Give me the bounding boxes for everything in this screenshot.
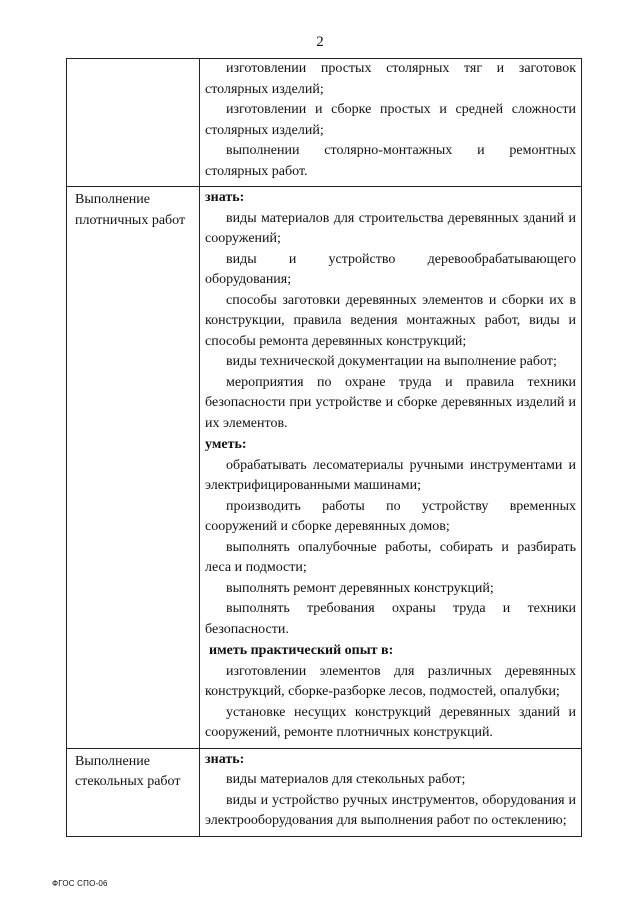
requirements-cell <box>200 59 582 187</box>
activity-cell <box>67 59 200 187</box>
section-heading-be-able: уметь: <box>205 437 247 452</box>
requirement-item: производить работы по устройству временных сооружений и сборке деревянных домов; <box>205 498 576 534</box>
activity-cell: Выполнение плотничных работ <box>67 187 200 749</box>
requirement-item: изготовлении простых столярных тяг и заготовок столярных изделий; <box>205 61 576 97</box>
section-heading-know: знать: <box>205 751 245 767</box>
document-footer: ФГОС СПО-06 <box>52 879 108 888</box>
requirement-item: мероприятия по охране труда и правила техники безопасности при устройстве и сборке деревянных изделий и их элементов. <box>205 374 576 431</box>
requirement-item: выполнении столярно-монтажных и ремонтных столярных работ. <box>205 143 576 179</box>
requirement-item: изготовлении и сборке простых и средней сложности столярных изделий; <box>205 102 576 138</box>
requirement-item: способы заготовки деревянных элементов и сборки их в конструкции, правила ведения монтажных работ, виды и способы ремонта деревянных конструкций; <box>205 292 576 349</box>
requirement-item: установке несущих конструкций деревянных зданий и сооружений, ремонте плотничных конструкций. <box>205 704 576 740</box>
competency-table <box>66 58 582 837</box>
activity-cell: Выполнение стекольных работ <box>67 748 200 836</box>
section-heading-experience: иметь практический опыт в: <box>209 643 394 658</box>
requirement-item: виды материалов для строительства деревянных зданий и сооружений; <box>205 210 576 246</box>
table-row <box>67 748 582 836</box>
requirement-item: обрабатывать лесоматериалы ручными инструментами и электрифицированными машинами; <box>205 457 576 493</box>
requirement-item: выполнять опалубочные работы, собирать и разбирать леса и подмости; <box>205 539 576 575</box>
requirement-item: виды и устройство ручных инструментов, оборудования и электрооборудования для выполнения работ по остеклению; <box>205 792 576 828</box>
requirement-item: виды материалов для стекольных работ; <box>226 772 466 787</box>
page-number: 2 <box>316 34 324 50</box>
requirement-item: виды технической документации на выполнение работ; <box>226 354 557 369</box>
requirements-cell <box>200 748 582 836</box>
requirement-item: выполнять ремонт деревянных конструкций; <box>226 580 494 596</box>
requirement-item: изготовлении элементов для различных деревянных конструкций, сборке-разборке лесов, подмостей, опалубки; <box>205 663 576 699</box>
table-row <box>67 59 582 187</box>
requirements-cell <box>200 187 582 749</box>
section-heading-know: знать: <box>205 190 245 205</box>
requirement-item: выполнять требования охраны труда и техники безопасности. <box>205 601 576 637</box>
table-row <box>67 187 582 749</box>
requirement-item: виды и устройство деревообрабатывающего оборудования; <box>205 251 576 287</box>
